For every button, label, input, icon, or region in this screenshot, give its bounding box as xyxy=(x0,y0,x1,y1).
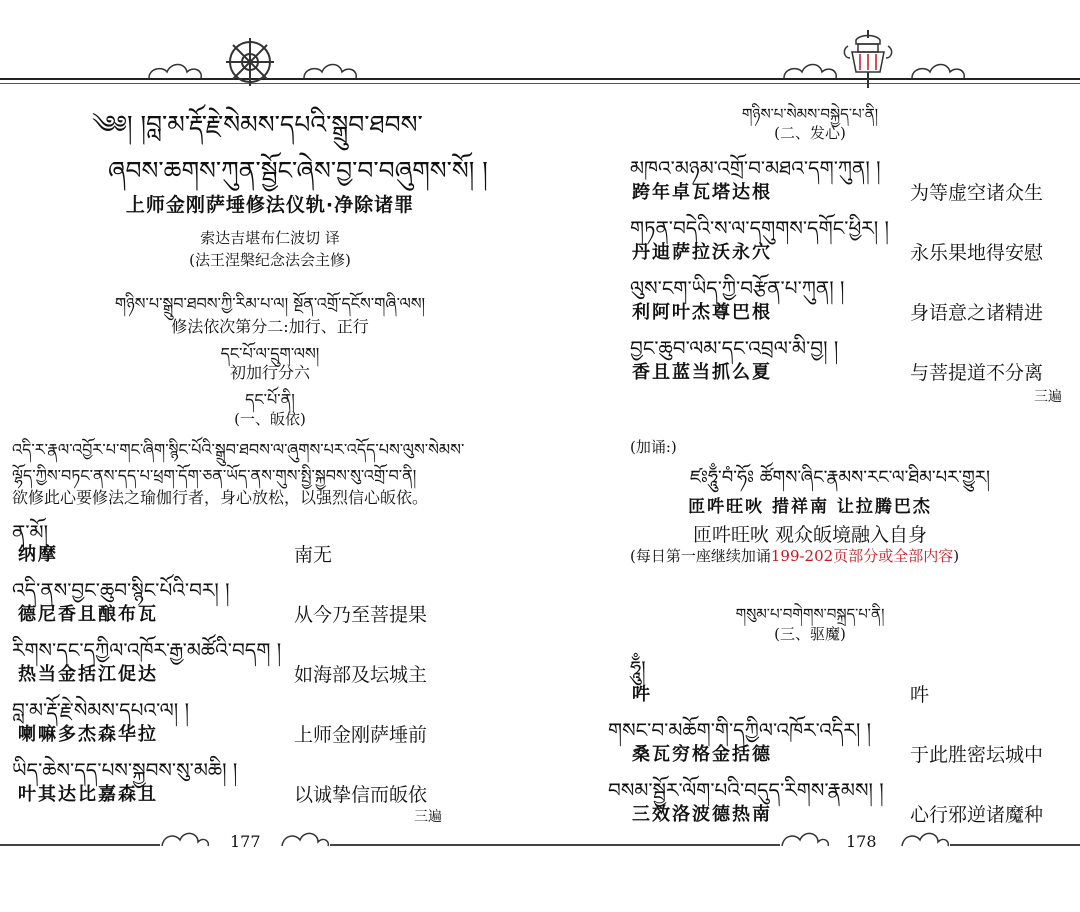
cloud-ornament-icon xyxy=(780,828,830,850)
verse-tibetan: བླ་མ་རྡོ་རྗེ་སེམས་དཔའ་ལ། ། xyxy=(12,698,190,722)
cloud-ornament-icon xyxy=(280,828,330,850)
verse-transliteration: 热当金括江促达 xyxy=(18,664,158,685)
verse-tibetan: གཏན་བདེའི་ས་ལ་དགུགས་དགོང་ཕྱིར། ། xyxy=(630,216,889,240)
verse-tibetan: གསང་བ་མཆོག་གི་དཀྱིལ་འཁོར་འདིར། ། xyxy=(608,718,872,742)
verse-tibetan: འདི་ནས་བྱང་ཆུབ་སྙིང་པོའི་བར། ། xyxy=(12,578,230,602)
note-page-range: 199-202页部分或全部内容 xyxy=(770,547,954,565)
addon-tibetan: ཛཿཧཱུྃ་བཾ་ཧོཿ ཚོགས་ཞིང་རྣམས་རང་ལ་ཐིམ་པར་གྱུར། xyxy=(690,467,991,488)
verse-tibetan: ཡིད་ཆེས་དད་པས་སྐྱབས་སུ་མཆི། ། xyxy=(12,758,238,782)
cloud-ornament-icon xyxy=(900,828,950,850)
intro-chinese: 欲修此心要修法之瑜伽行者，身心放松，以强烈信心皈依。 xyxy=(12,488,429,507)
verse-transliteration: 吽 xyxy=(632,684,652,705)
verse-meaning: 以诚挚信而皈依 xyxy=(294,784,428,806)
namo-tibetan: ན་མོ། xyxy=(12,520,49,544)
verse-meaning: 南无 xyxy=(294,544,333,566)
section-heading-tibetan: གཉིས་པ་སྒྲུབ་ཐབས་ཀྱི་རིམ་པ་ལ། སྔོན་འགྲོ་དངོས་གཞི་ལས། xyxy=(114,294,426,313)
verse-transliteration: 叶其达比嘉森且 xyxy=(18,784,158,805)
verse-meaning: 身语意之诸精进 xyxy=(910,302,1044,324)
verse-meaning: 从今乃至菩提果 xyxy=(294,604,428,626)
translator-line: 索达吉堪布仁波切 译 xyxy=(200,229,340,247)
sponsor-line: (法王涅槃纪念法会主修) xyxy=(189,251,351,269)
cloud-ornament-icon xyxy=(160,828,210,850)
note-prefix: (每日第一座继续加诵 xyxy=(630,547,771,565)
victory-banner-icon xyxy=(838,28,898,90)
title-tibetan-line-1: ༄༅། །བླ་མ་རྡོ་རྗེ་སེམས་དཔའི་སྒྲུབ་ཐབས་ xyxy=(92,110,423,139)
verse-transliteration: 德尼香且酿布瓦 xyxy=(18,604,158,625)
page-number: 177 xyxy=(230,832,261,851)
verse-meaning: 永乐果地得安慰 xyxy=(910,242,1044,264)
subsection-chinese: 初加行分六 xyxy=(229,363,310,382)
verse-transliteration: 利阿叶杰尊巴根 xyxy=(632,302,772,323)
verse-tibetan: བསམ་སྦྱོར་ལོག་པའི་བདུད་རིགས་རྣམས། ། xyxy=(608,778,884,802)
cloud-ornament-icon xyxy=(780,60,840,82)
verse-meaning: 如海部及坛城主 xyxy=(294,664,428,686)
intro-tibetan-line-1: འདི་ར་རྣལ་འབྱོར་པ་གང་ཞིག་སྙིང་པོའི་སྒྲུབ་ཐབས་ལ་ཞུགས་པར་འདོད་པས་ལུས་སེམས་ xyxy=(12,440,465,459)
cloud-ornament-icon xyxy=(300,60,360,82)
section3-heading-tibetan: གསུམ་པ་བགེགས་བསྐྲད་པ་ནི། xyxy=(735,605,885,623)
refuge-heading: (一、皈依) xyxy=(234,410,306,428)
addon-chinese: 匝吽旺吙 观众皈境融入自身 xyxy=(692,524,928,546)
verse-transliteration: 桑瓦穷格金括德 xyxy=(632,744,772,765)
dharma-wheel-icon xyxy=(222,34,278,90)
verse-meaning: 吽 xyxy=(910,684,930,706)
section2-heading-chinese: (二、发心) xyxy=(774,124,846,142)
right-page xyxy=(540,0,1080,912)
verse-meaning: 上师金刚萨埵前 xyxy=(294,724,428,746)
addon-label: (加诵:) xyxy=(630,438,677,456)
title-tibetan-line-2: ཞབས་ཆགས་ཀུན་སྦྱོང་ཞེས་བྱ་བ་བཞུགས་སོ། ། xyxy=(108,156,488,185)
verse-transliteration: 香且蓝当抓么夏 xyxy=(632,362,772,383)
cloud-ornament-icon xyxy=(145,60,205,82)
verse-transliteration: 纳摩 xyxy=(18,544,58,565)
verse-meaning: 心行邪逆诸魔种 xyxy=(910,804,1044,826)
section3-heading-chinese: (三、驱魔) xyxy=(774,625,846,643)
verse-transliteration: 三效洛波德热南 xyxy=(632,804,772,825)
first-heading-tibetan: དང་པོ་ནི། xyxy=(245,390,295,409)
intro-tibetan-line-2: ལྷོད་ཀྱིས་བཏང་ནས་དད་པ་ཕྲག་དོག་ཅན་ཡོད་ནས་གུས་སྤྱི་སྐྱབས་སུ་འགྲོ་བ་ནི། xyxy=(12,466,417,485)
section2-heading-tibetan: གཉིས་པ་སེམས་བསྐྱེད་པ་ནི། xyxy=(741,105,879,123)
verse-meaning: 于此胜密坛城中 xyxy=(910,744,1044,766)
daily-addon-note xyxy=(630,545,959,566)
verse-transliteration: 跨年卓瓦塔达根 xyxy=(632,182,772,203)
note-suffix: ) xyxy=(953,547,960,565)
verse-tibetan: རིགས་དང་དཀྱིལ་འཁོར་རྒྱ་མཚོའི་བདག ། xyxy=(12,638,282,662)
verse-tibetan: ལུས་ངག་ཡིད་ཀྱི་བརྩོན་པ་ཀུན། ། xyxy=(630,276,845,300)
page-number: 178 xyxy=(846,832,877,851)
title-chinese: 上师金刚萨埵修法仪轨·净除诸罪 xyxy=(125,194,415,216)
verse-tibetan: བྱང་ཆུབ་ལམ་དང་འབྲལ་མི་བྱ། ། xyxy=(630,336,839,360)
subsection-tibetan: དང་པོ་ལ་དྲུག་ལས། xyxy=(220,344,320,363)
repeat-times-note: 三遍 xyxy=(414,809,442,825)
cloud-ornament-icon xyxy=(908,60,968,82)
verse-tibetan: མཁའ་མཉམ་འགྲོ་བ་མཐའ་དག་ཀུན། ། xyxy=(630,156,881,180)
addon-transliteration: 匝吽旺吙 措祥南 让拉腾巴杰 xyxy=(688,497,932,517)
verse-transliteration: 喇嘛多杰森华拉 xyxy=(18,724,158,745)
hum-tibetan: ཧཱུྃ། xyxy=(630,656,646,680)
verse-transliteration: 丹迪萨拉沃永穴 xyxy=(632,242,772,263)
repeat-times-note: 三遍 xyxy=(1034,389,1062,405)
verse-meaning: 为等虚空诸众生 xyxy=(910,182,1044,204)
section-heading-chinese: 修法依次第分二:加行、正行 xyxy=(171,317,369,336)
verse-meaning: 与菩提道不分离 xyxy=(910,362,1044,384)
